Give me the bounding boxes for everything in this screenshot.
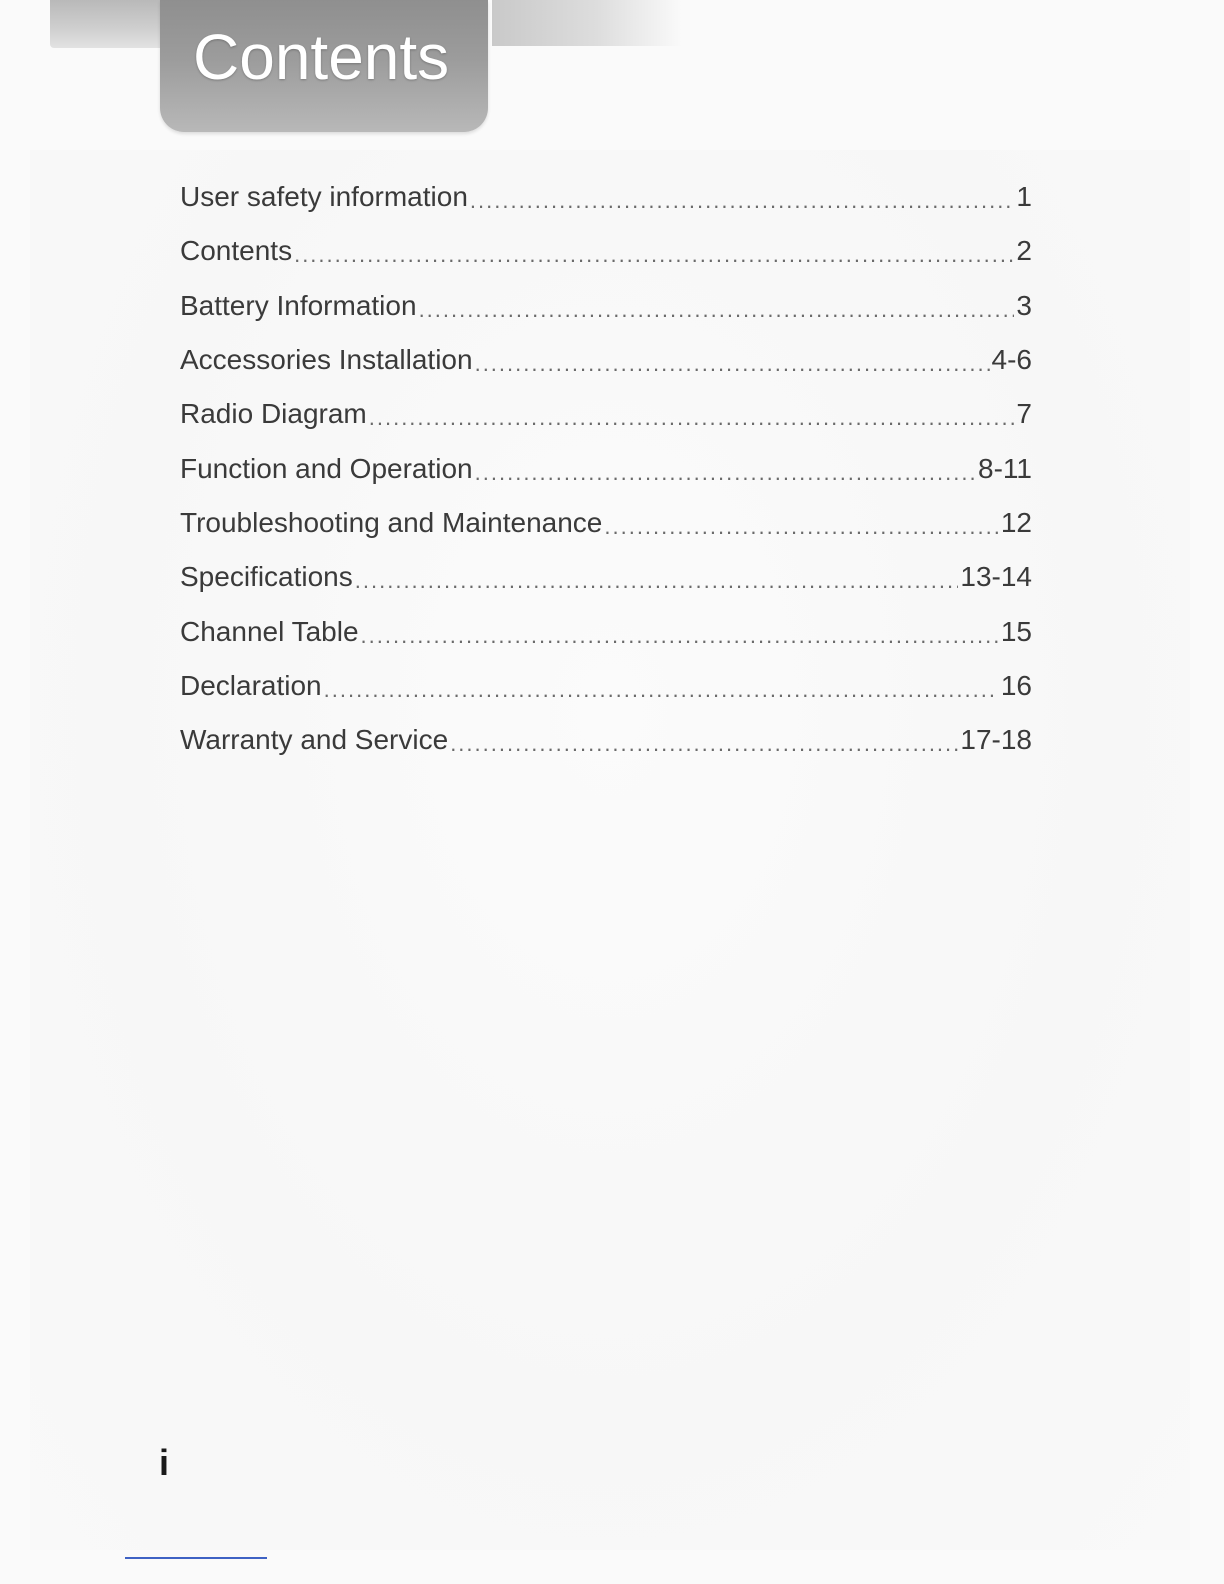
toc-entry-page: 7 <box>1016 398 1032 430</box>
toc-entry-title: Contents <box>180 235 293 267</box>
toc-entry-channel-table[interactable] <box>180 604 1032 658</box>
dot-leader <box>361 623 999 649</box>
dot-leader <box>294 242 1014 268</box>
dot-leader <box>419 297 1015 323</box>
page-title: Contents <box>193 21 450 93</box>
dot-leader <box>324 677 999 703</box>
dot-leader <box>470 188 1015 214</box>
toc-entry-radio-diagram[interactable] <box>180 387 1032 441</box>
bottom-rule <box>125 1557 267 1559</box>
toc-entry-title: Function and Operation <box>180 452 473 484</box>
toc-entry-accessories-installation[interactable] <box>180 333 1032 387</box>
toc-entry-page: 13-14 <box>960 561 1032 593</box>
header-band-right <box>492 0 682 46</box>
toc-entry-battery-information[interactable] <box>180 279 1032 333</box>
header-band-left <box>50 0 160 48</box>
dot-leader <box>369 405 1015 431</box>
toc-entry-page: 8-11 <box>978 452 1032 484</box>
toc-entry-page: 2 <box>1016 235 1032 267</box>
dot-leader <box>450 731 958 757</box>
toc-entry-function-and-operation[interactable] <box>180 441 1032 495</box>
toc-entry-contents[interactable] <box>180 224 1032 278</box>
table-of-contents <box>180 170 1032 767</box>
toc-entry-title: Declaration <box>180 669 322 701</box>
toc-entry-page: 15 <box>1000 615 1032 647</box>
toc-entry-user-safety-information[interactable] <box>180 170 1032 224</box>
toc-entry-troubleshooting-and-maintenance[interactable] <box>180 496 1032 550</box>
dot-leader <box>355 568 959 594</box>
toc-entry-page: 12 <box>1000 506 1032 538</box>
dot-leader <box>604 514 998 540</box>
dot-leader <box>475 460 976 486</box>
toc-entry-specifications[interactable] <box>180 550 1032 604</box>
toc-entry-warranty-and-service[interactable] <box>180 713 1032 767</box>
toc-entry-title: Warranty and Service <box>180 724 449 756</box>
page-number: i <box>159 1442 170 1483</box>
toc-entry-title: User safety information <box>180 181 468 213</box>
toc-entry-title: Accessories Installation <box>180 344 473 376</box>
toc-entry-page: 1 <box>1016 181 1032 213</box>
dot-leader <box>475 351 990 377</box>
toc-entry-page: 17-18 <box>960 724 1032 756</box>
toc-entry-page: 4-6 <box>991 344 1032 376</box>
toc-entry-title: Channel Table <box>180 615 359 647</box>
toc-entry-declaration[interactable] <box>180 659 1032 713</box>
toc-entry-page: 16 <box>1000 669 1032 701</box>
toc-entry-title: Specifications <box>180 561 353 593</box>
toc-entry-title: Battery Information <box>180 289 417 321</box>
toc-entry-page: 3 <box>1016 289 1032 321</box>
toc-entry-title: Troubleshooting and Maintenance <box>180 506 603 538</box>
toc-entry-title: Radio Diagram <box>180 398 367 430</box>
